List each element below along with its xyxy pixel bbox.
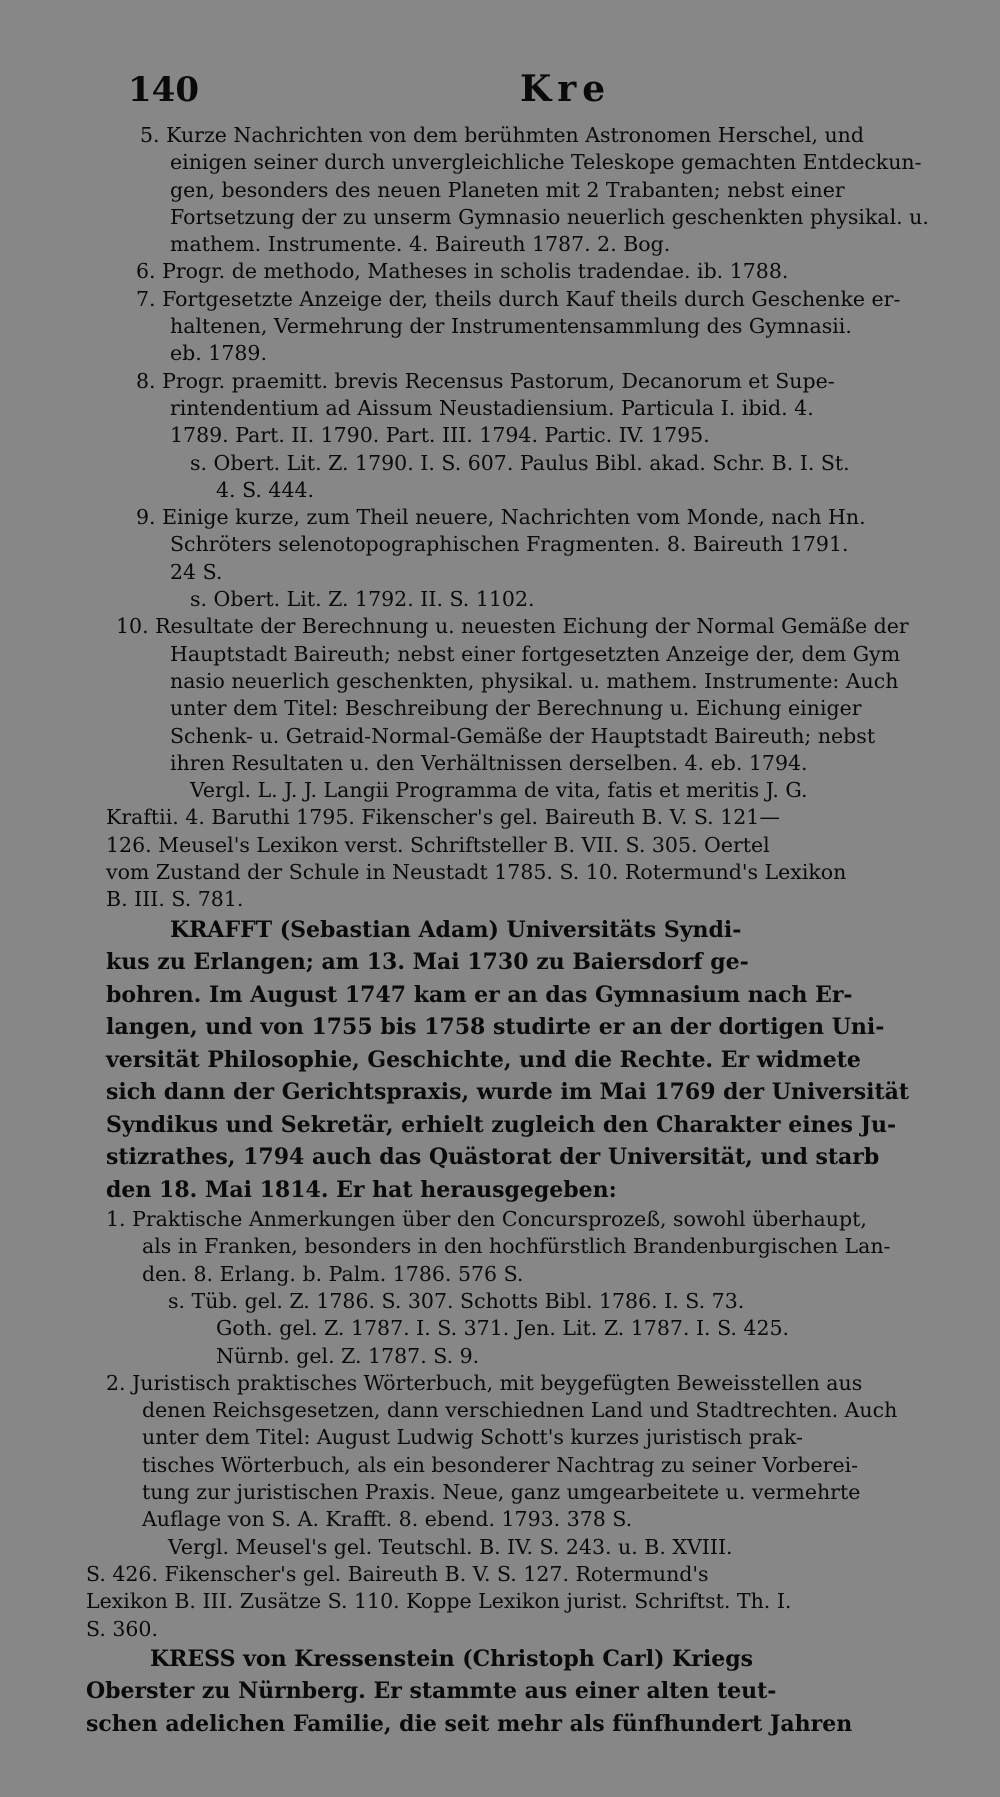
entry-heading-line: langen, und von 1755 bis 1758 studirte er an der dortigen Uni- [106,1014,885,1041]
entry-heading-line: kus zu Erlangen; am 13. Mai 1730 zu Baiersdorf ge- [106,949,749,976]
text-line: Lexikon B. III. Zusätze S. 110. Koppe Lexikon jurist. Schriftst. Th. I. [86,1589,792,1614]
text-line: Nürnb. gel. Z. 1787. S. 9. [216,1343,480,1368]
text-line: S. 360. [86,1616,158,1641]
text-line: S. 426. Fikenscher's gel. Baireuth B. V. S. 127. Rotermund's [86,1561,709,1586]
text-line: 7. Fortgesetzte Anzeige der, theils durch Kauf theils durch Geschenke er- [136,286,901,311]
text-line: ihren Resultaten u. den Verhältnissen derselben. 4. eb. 1794. [170,750,808,775]
entry-heading-line: versität Philosophie, Geschichte, und die Rechte. Er widmete [106,1046,861,1073]
text-line: 4. S. 444. [216,477,315,502]
text-line: s. Tüb. gel. Z. 1786. S. 307. Schotts Bibl. 1786. I. S. 73. [168,1289,745,1313]
text-line: 24 S. [170,559,223,584]
text-line: Vergl. Meusel's gel. Teutschl. B. IV. S. 243. u. B. XVIII. [168,1534,733,1559]
text-line: nasio neuerlich geschenkten, physikal. u. mathem. Instrumente: Auch [170,668,899,693]
text-line: 9. Einige kurze, zum Theil neuere, Nachrichten vom Monde, nach Hn. [136,505,866,530]
text-line: 5. Kurze Nachrichten von dem berühmten Astronomen Herschel, und [140,123,865,147]
entry-heading-line: KRESS von Kressenstein (Christoph Carl) Kriegs [150,1645,754,1672]
entry-heading-line: sich dann der Gerichtspraxis, wurde im Mai 1769 der Universität [106,1079,910,1106]
text-line: einigen seiner durch unvergleichliche Teleskope gemachten Entdeckun- [170,150,922,175]
text-line: unter dem Titel: Beschreibung der Berechnung u. Eichung einiger [170,696,862,721]
text-line: 1. Praktische Anmerkungen über den Concursprozeß, sowohl überhaupt, [106,1207,867,1232]
entry-heading-line: schen adelichen Familie, die seit mehr als fünfhundert Jahren [86,1710,853,1737]
text-line: Goth. gel. Z. 1787. I. S. 371. Jen. Lit. Z. 1787. I. S. 425. [216,1316,790,1341]
page-body [86,122,976,1740]
text-line: 2. Juristisch praktisches Wörterbuch, mit beygefügten Beweisstellen aus [106,1370,863,1395]
text-line: als in Franken, besonders in den hochfürstlich Brandenburgischen Lan- [142,1234,891,1259]
text-line: s. Obert. Lit. Z. 1790. I. S. 607. Paulus Bibl. akad. Schr. B. I. St. [190,450,850,475]
entry-heading-line: Oberster zu Nürnberg. Er stammte aus einer alten teut- [86,1678,777,1705]
text-line: B. III. S. 781. [106,887,244,912]
text-line: denen Reichsgesetzen, dann verschiednen Land und Stadtrechten. Auch [142,1398,898,1423]
text-line: mathem. Instrumente. 4. Baireuth 1787. 2. Bog. [170,232,671,257]
text-line: 126. Meusel's Lexikon verst. Schriftsteller B. VII. S. 305. Oertel [106,832,770,857]
text-line: Schenk- u. Getraid-Normal-Gemäße der Hauptstadt Baireuth; nebst [170,723,876,748]
page-number: 140 [128,70,199,110]
text-line: rintendentium ad Aissum Neustadiensium. Particula I. ibid. 4. [170,395,814,420]
text-line: Vergl. L. J. J. Langii Programma de vita, fatis et meritis J. G. [190,778,808,803]
text-line: Schröters selenotopographischen Fragmenten. 8. Baireuth 1791. [170,532,849,557]
text-line: tisches Wörterbuch, als ein besonderer Nachtrag zu seiner Vorberei- [142,1452,859,1477]
text-line: Kraftii. 4. Baruthi 1795. Fikenscher's gel. Baireuth B. V. S. 121— [106,805,780,830]
text-line: 8. Progr. praemitt. brevis Recensus Pastorum, Decanorum et Supe- [136,368,835,393]
text-line: gen, besonders des neuen Planeten mit 2 Trabanten; nebst einer [170,177,845,202]
text-line: 6. Progr. de methodo, Matheses in scholis tradendae. ib. 1788. [136,259,789,284]
running-title: Kre [520,68,612,110]
text-line: 10. Resultate der Berechnung u. neuesten Eichung der Normal Gemäße der [116,614,909,639]
entry-heading-line: Syndikus und Sekretär, erhielt zugleich den Charakter eines Ju- [106,1111,897,1138]
entry-heading-line: bohren. Im August 1747 kam er an das Gymnasium nach Er- [106,981,853,1008]
text-line: Hauptstadt Baireuth; nebst einer fortgesetzten Anzeige der, dem Gym [170,641,901,666]
entry-heading-line: stizrathes, 1794 auch das Quästorat der Universität, und starb [106,1144,880,1171]
text-line: Fortsetzung der zu unserm Gymnasio neuerlich geschenkten physikal. u. [170,204,929,229]
entry-heading-line: den 18. Mai 1814. Er hat herausgegeben: [106,1176,617,1203]
text-line: vom Zustand der Schule in Neustadt 1785. S. 10. Rotermund's Lexikon [106,860,847,885]
text-line: tung zur juristischen Praxis. Neue, ganz umgearbeitete u. vermehrte [142,1480,861,1505]
text-line: 1789. Part. II. 1790. Part. III. 1794. Partic. IV. 1795. [170,423,710,448]
text-line: haltenen, Vermehrung der Instrumentensammlung des Gymnasii. [170,314,852,339]
text-line: eb. 1789. [170,341,267,366]
entry-heading-line: KRAFFT (Sebastian Adam) Universitäts Syndi- [170,916,742,943]
text-line: Auflage von S. A. Krafft. 8. ebend. 1793. 378 S. [142,1507,633,1532]
text-line: den. 8. Erlang. b. Palm. 1786. 576 S. [142,1261,524,1286]
text-line: unter dem Titel: August Ludwig Schott's kurzes juristisch prak- [142,1425,803,1450]
text-line: s. Obert. Lit. Z. 1792. II. S. 1102. [190,587,535,612]
page-header [0,70,1000,120]
